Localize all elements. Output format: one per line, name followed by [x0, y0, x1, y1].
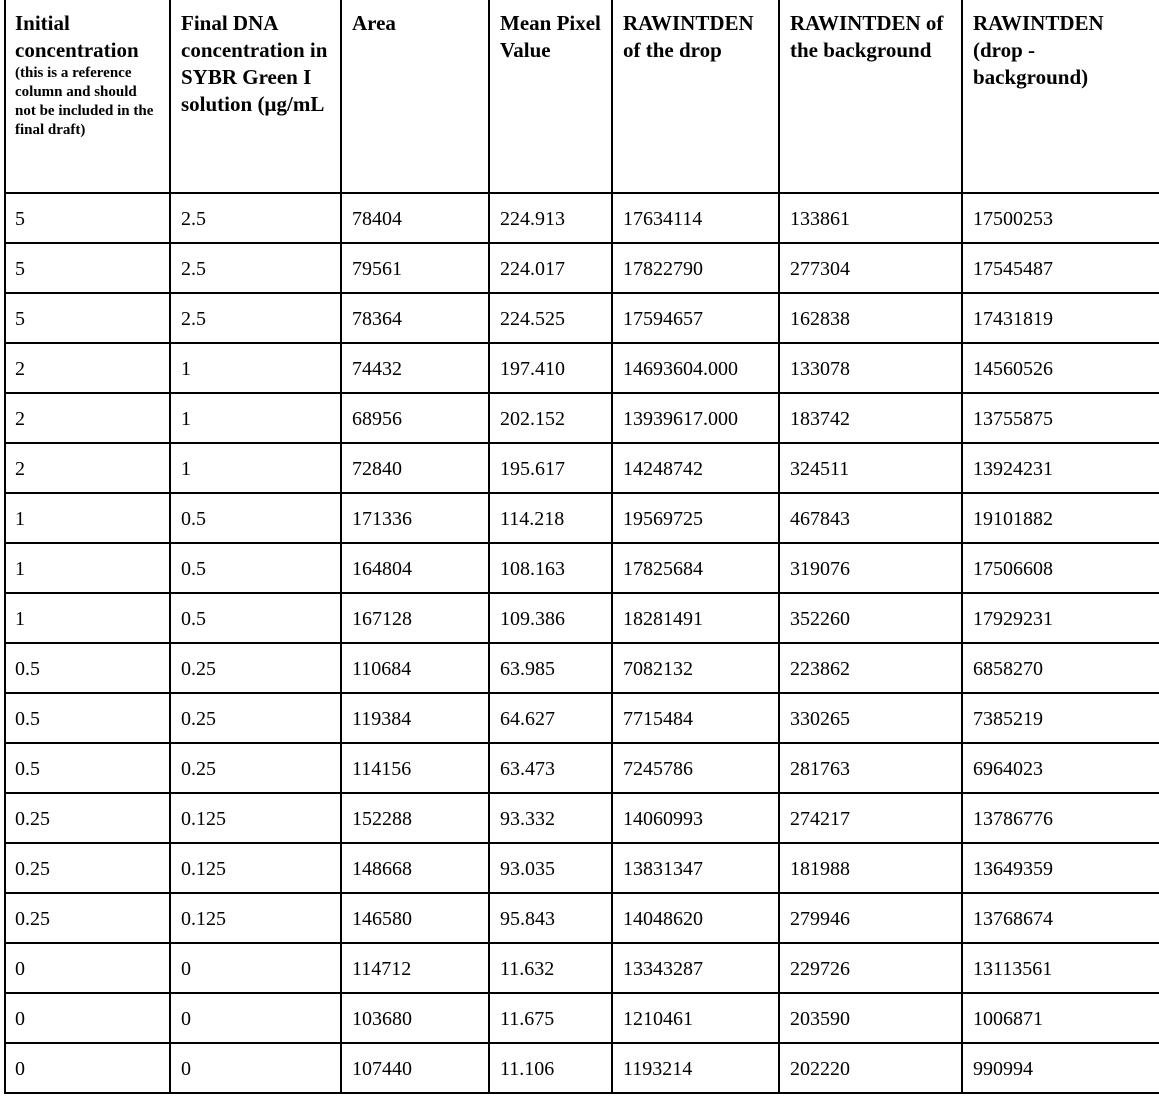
cell-rawintden-background: 467843: [779, 493, 962, 543]
cell-final-dna-concentration: 0.5: [170, 493, 341, 543]
cell-area: 114156: [341, 743, 489, 793]
table-body: [5, 193, 1159, 1093]
cell-final-dna-concentration: 0.25: [170, 743, 341, 793]
table-row: [5, 743, 1159, 793]
cell-mean-pixel-value: 195.617: [489, 443, 612, 493]
cell-mean-pixel-value: 63.985: [489, 643, 612, 693]
cell-area: 119384: [341, 693, 489, 743]
cell-rawintden-background: 133861: [779, 193, 962, 243]
cell-mean-pixel-value: 202.152: [489, 393, 612, 443]
cell-mean-pixel-value: 224.017: [489, 243, 612, 293]
cell-rawintden-background: 324511: [779, 443, 962, 493]
cell-mean-pixel-value: 109.386: [489, 593, 612, 643]
table-row: [5, 793, 1159, 843]
cell-final-dna-concentration: 0: [170, 943, 341, 993]
cell-initial-concentration: 0.5: [5, 743, 170, 793]
cell-rawintden-drop: 1210461: [612, 993, 779, 1043]
header-rawintden-difference: RAWINTDEN (drop - background): [962, 0, 1159, 193]
table-row: [5, 443, 1159, 493]
cell-rawintden-background: 277304: [779, 243, 962, 293]
cell-mean-pixel-value: 95.843: [489, 893, 612, 943]
table-row: [5, 243, 1159, 293]
cell-rawintden-background: 319076: [779, 543, 962, 593]
cell-area: 78364: [341, 293, 489, 343]
cell-rawintden-background: 279946: [779, 893, 962, 943]
table-row: [5, 393, 1159, 443]
cell-rawintden-background: 133078: [779, 343, 962, 393]
cell-rawintden-drop: 17634114: [612, 193, 779, 243]
cell-area: 114712: [341, 943, 489, 993]
cell-area: 68956: [341, 393, 489, 443]
cell-initial-concentration: 0: [5, 1043, 170, 1093]
cell-area: 78404: [341, 193, 489, 243]
cell-rawintden-drop: 13831347: [612, 843, 779, 893]
header-final-dna-concentration: Final DNA concentration in SYBR Green I solution (µg/mL: [170, 0, 341, 193]
cell-rawintden-drop: 7715484: [612, 693, 779, 743]
cell-rawintden-drop: 13939617.000: [612, 393, 779, 443]
cell-rawintden-difference: 17545487: [962, 243, 1159, 293]
cell-rawintden-difference: 990994: [962, 1043, 1159, 1093]
cell-rawintden-difference: 13649359: [962, 843, 1159, 893]
cell-final-dna-concentration: 0: [170, 993, 341, 1043]
cell-mean-pixel-value: 114.218: [489, 493, 612, 543]
cell-rawintden-difference: 6858270: [962, 643, 1159, 693]
cell-rawintden-difference: 17431819: [962, 293, 1159, 343]
cell-area: 171336: [341, 493, 489, 543]
cell-final-dna-concentration: 1: [170, 443, 341, 493]
cell-rawintden-difference: 17506608: [962, 543, 1159, 593]
cell-initial-concentration: 1: [5, 543, 170, 593]
cell-rawintden-background: 352260: [779, 593, 962, 643]
cell-area: 164804: [341, 543, 489, 593]
cell-area: 167128: [341, 593, 489, 643]
cell-mean-pixel-value: 63.473: [489, 743, 612, 793]
cell-initial-concentration: 5: [5, 193, 170, 243]
table-row: [5, 493, 1159, 543]
cell-final-dna-concentration: 0: [170, 1043, 341, 1093]
table-row: [5, 193, 1159, 243]
cell-rawintden-background: 202220: [779, 1043, 962, 1093]
cell-final-dna-concentration: 0.5: [170, 543, 341, 593]
cell-rawintden-difference: 14560526: [962, 343, 1159, 393]
table-row: [5, 643, 1159, 693]
cell-final-dna-concentration: 1: [170, 343, 341, 393]
cell-rawintden-drop: 14060993: [612, 793, 779, 843]
cell-rawintden-drop: 18281491: [612, 593, 779, 643]
cell-rawintden-drop: 14693604.000: [612, 343, 779, 393]
cell-area: 72840: [341, 443, 489, 493]
table-row: [5, 593, 1159, 643]
table-row: [5, 1043, 1159, 1093]
cell-rawintden-difference: 13924231: [962, 443, 1159, 493]
cell-final-dna-concentration: 2.5: [170, 293, 341, 343]
cell-initial-concentration: 0.25: [5, 843, 170, 893]
cell-area: 107440: [341, 1043, 489, 1093]
cell-rawintden-background: 274217: [779, 793, 962, 843]
cell-initial-concentration: 0.5: [5, 643, 170, 693]
cell-rawintden-drop: 19569725: [612, 493, 779, 543]
table-row: [5, 893, 1159, 943]
cell-area: 74432: [341, 343, 489, 393]
cell-rawintden-drop: 7082132: [612, 643, 779, 693]
cell-final-dna-concentration: 0.5: [170, 593, 341, 643]
table-row: [5, 943, 1159, 993]
cell-mean-pixel-value: 64.627: [489, 693, 612, 743]
cell-rawintden-background: 281763: [779, 743, 962, 793]
cell-rawintden-difference: 19101882: [962, 493, 1159, 543]
header-initial-note: (this is a reference column and should not be included in the final draft): [15, 65, 154, 138]
cell-rawintden-difference: 13768674: [962, 893, 1159, 943]
cell-rawintden-drop: 17822790: [612, 243, 779, 293]
cell-final-dna-concentration: 0.25: [170, 643, 341, 693]
data-table-container: [4, 0, 1159, 1094]
cell-rawintden-background: 223862: [779, 643, 962, 693]
cell-final-dna-concentration: 1: [170, 393, 341, 443]
cell-mean-pixel-value: 224.913: [489, 193, 612, 243]
cell-rawintden-difference: 1006871: [962, 993, 1159, 1043]
data-table: [4, 0, 1159, 1094]
cell-mean-pixel-value: 93.035: [489, 843, 612, 893]
cell-rawintden-difference: 13755875: [962, 393, 1159, 443]
cell-initial-concentration: 1: [5, 593, 170, 643]
cell-rawintden-background: 330265: [779, 693, 962, 743]
cell-initial-concentration: 2: [5, 393, 170, 443]
table-row: [5, 293, 1159, 343]
cell-initial-concentration: 0.25: [5, 793, 170, 843]
cell-rawintden-drop: 17594657: [612, 293, 779, 343]
cell-rawintden-drop: 7245786: [612, 743, 779, 793]
table-row: [5, 543, 1159, 593]
cell-area: 79561: [341, 243, 489, 293]
cell-mean-pixel-value: 11.675: [489, 993, 612, 1043]
cell-final-dna-concentration: 0.25: [170, 693, 341, 743]
header-initial-label: Initial concentration: [15, 11, 139, 62]
cell-mean-pixel-value: 108.163: [489, 543, 612, 593]
cell-area: 110684: [341, 643, 489, 693]
cell-rawintden-background: 162838: [779, 293, 962, 343]
header-initial-concentration: [5, 0, 170, 193]
cell-area: 152288: [341, 793, 489, 843]
cell-rawintden-background: 183742: [779, 393, 962, 443]
cell-initial-concentration: 0.5: [5, 693, 170, 743]
header-rawintden-drop: RAWINTDEN of the drop: [612, 0, 779, 193]
cell-rawintden-difference: 17500253: [962, 193, 1159, 243]
header-row: [5, 0, 1159, 193]
cell-final-dna-concentration: 2.5: [170, 193, 341, 243]
cell-rawintden-drop: 14048620: [612, 893, 779, 943]
cell-rawintden-difference: 6964023: [962, 743, 1159, 793]
cell-rawintden-background: 181988: [779, 843, 962, 893]
table-row: [5, 693, 1159, 743]
cell-rawintden-difference: 13786776: [962, 793, 1159, 843]
header-rawintden-background: RAWINTDEN of the background: [779, 0, 962, 193]
cell-mean-pixel-value: 11.632: [489, 943, 612, 993]
cell-area: 146580: [341, 893, 489, 943]
cell-initial-concentration: 1: [5, 493, 170, 543]
cell-final-dna-concentration: 0.125: [170, 843, 341, 893]
cell-rawintden-difference: 7385219: [962, 693, 1159, 743]
cell-rawintden-drop: 17825684: [612, 543, 779, 593]
cell-final-dna-concentration: 0.125: [170, 793, 341, 843]
table-row: [5, 843, 1159, 893]
cell-rawintden-background: 229726: [779, 943, 962, 993]
cell-final-dna-concentration: 2.5: [170, 243, 341, 293]
cell-initial-concentration: 0: [5, 993, 170, 1043]
cell-initial-concentration: 5: [5, 293, 170, 343]
cell-mean-pixel-value: 93.332: [489, 793, 612, 843]
cell-initial-concentration: 5: [5, 243, 170, 293]
cell-area: 148668: [341, 843, 489, 893]
cell-mean-pixel-value: 11.106: [489, 1043, 612, 1093]
cell-initial-concentration: 2: [5, 343, 170, 393]
cell-rawintden-difference: 13113561: [962, 943, 1159, 993]
cell-rawintden-drop: 1193214: [612, 1043, 779, 1093]
header-mean-pixel-value: Mean Pixel Value: [489, 0, 612, 193]
cell-initial-concentration: 0.25: [5, 893, 170, 943]
cell-final-dna-concentration: 0.125: [170, 893, 341, 943]
header-area: Area: [341, 0, 489, 193]
cell-mean-pixel-value: 197.410: [489, 343, 612, 393]
cell-area: 103680: [341, 993, 489, 1043]
cell-initial-concentration: 0: [5, 943, 170, 993]
table-row: [5, 343, 1159, 393]
cell-rawintden-difference: 17929231: [962, 593, 1159, 643]
cell-rawintden-drop: 13343287: [612, 943, 779, 993]
cell-rawintden-background: 203590: [779, 993, 962, 1043]
cell-initial-concentration: 2: [5, 443, 170, 493]
table-row: [5, 993, 1159, 1043]
cell-mean-pixel-value: 224.525: [489, 293, 612, 343]
cell-rawintden-drop: 14248742: [612, 443, 779, 493]
